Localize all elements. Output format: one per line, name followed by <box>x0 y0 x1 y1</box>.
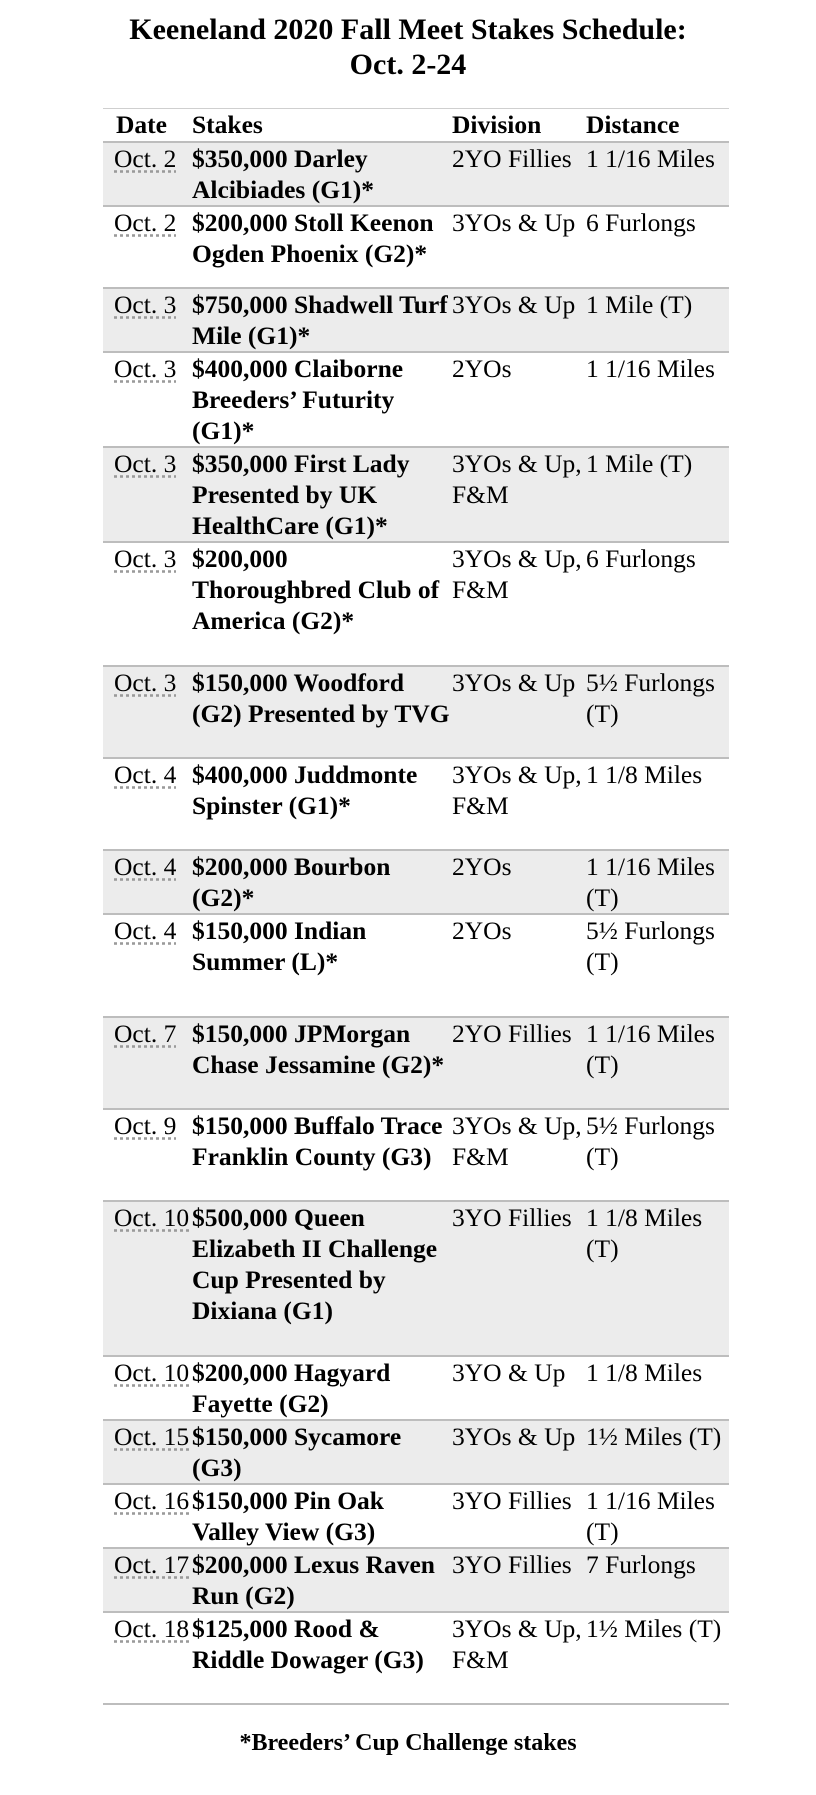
row-division: 3YO Fillies <box>452 1484 586 1548</box>
row-date: Oct. 10 <box>103 1201 192 1356</box>
row-distance: 1½ Miles (T) <box>586 1612 729 1704</box>
table-row <box>103 206 729 288</box>
row-date: Oct. 16 <box>103 1484 192 1548</box>
table-row <box>103 758 729 850</box>
row-division: 3YOs & Up <box>452 666 586 758</box>
row-distance: 7 Furlongs <box>586 1548 729 1612</box>
table-row <box>103 1017 729 1109</box>
row-distance: 1 1/16 Miles (T) <box>586 850 729 914</box>
row-stakes: $150,000 JPMorgan Chase Jessamine (G2)* <box>192 1017 452 1109</box>
row-date: Oct. 3 <box>103 447 192 542</box>
row-date: Oct. 4 <box>103 914 192 1017</box>
row-stakes: $200,000 Bourbon (G2)* <box>192 850 452 914</box>
table-row <box>103 1612 729 1704</box>
table-row <box>103 447 729 542</box>
row-distance: 1 1/8 Miles <box>586 758 729 850</box>
row-stakes: $150,000 Woodford (G2) Presented by TVG <box>192 666 452 758</box>
row-stakes: $400,000 Claiborne Breeders’ Futurity (G1)* <box>192 352 452 447</box>
row-division: 3YOs & Up, F&M <box>452 447 586 542</box>
title-line-1: Keeneland 2020 Fall Meet Stakes Schedule: <box>129 13 687 46</box>
table-row <box>103 914 729 1017</box>
row-division: 3YOs & Up <box>452 1420 586 1484</box>
row-date: Oct. 3 <box>103 288 192 352</box>
row-distance: 1 1/16 Miles (T) <box>586 1484 729 1548</box>
stakes-schedule-table <box>103 108 729 1705</box>
row-division: 2YOs <box>452 914 586 1017</box>
row-distance: 6 Furlongs <box>586 542 729 666</box>
row-date: Oct. 15 <box>103 1420 192 1484</box>
footnote: *Breeders’ Cup Challenge stakes <box>239 1730 577 1756</box>
table-row <box>103 850 729 914</box>
row-division: 3YOs & Up, F&M <box>452 1109 586 1201</box>
table-row <box>103 1356 729 1420</box>
row-division: 3YOs & Up <box>452 206 586 288</box>
row-stakes: $350,000 Darley Alcibiades (G1)* <box>192 142 452 206</box>
header-date: Date <box>103 109 192 143</box>
row-division: 2YOs <box>452 352 586 447</box>
row-date: Oct. 4 <box>103 850 192 914</box>
row-distance: 5½ Furlongs (T) <box>586 666 729 758</box>
row-division: 3YO & Up <box>452 1356 586 1420</box>
row-date: Oct. 7 <box>103 1017 192 1109</box>
row-distance: 1 Mile (T) <box>586 288 729 352</box>
row-date: Oct. 4 <box>103 758 192 850</box>
row-division: 3YOs & Up, F&M <box>452 1612 586 1704</box>
row-stakes: $200,000 Lexus Raven Run (G2) <box>192 1548 452 1612</box>
row-date: Oct. 3 <box>103 666 192 758</box>
title-line-2: Oct. 2-24 <box>349 48 467 81</box>
row-date: Oct. 9 <box>103 1109 192 1201</box>
row-distance: 1 1/16 Miles (T) <box>586 1017 729 1109</box>
row-stakes: $200,000 Hagyard Fayette (G2) <box>192 1356 452 1420</box>
row-stakes: $200,000 Stoll Keenon Ogden Phoenix (G2)* <box>192 206 452 288</box>
row-date: Oct. 3 <box>103 542 192 666</box>
row-date: Oct. 2 <box>103 206 192 288</box>
row-division: 3YO Fillies <box>452 1201 586 1356</box>
table-row <box>103 288 729 352</box>
row-stakes: $750,000 Shadwell Turf Mile (G1)* <box>192 288 452 352</box>
row-date: Oct. 3 <box>103 352 192 447</box>
row-division: 2YO Fillies <box>452 1017 586 1109</box>
row-division: 2YO Fillies <box>452 142 586 206</box>
row-date: Oct. 17 <box>103 1548 192 1612</box>
row-distance: 1½ Miles (T) <box>586 1420 729 1484</box>
row-division: 3YOs & Up <box>452 288 586 352</box>
row-date: Oct. 10 <box>103 1356 192 1420</box>
table-row <box>103 1484 729 1548</box>
table-row <box>103 1548 729 1612</box>
row-stakes: $150,000 Indian Summer (L)* <box>192 914 452 1017</box>
row-division: 3YOs & Up, F&M <box>452 758 586 850</box>
row-division: 3YO Fillies <box>452 1548 586 1612</box>
row-stakes: $350,000 First Lady Presented by UK HealthCare (G1)* <box>192 447 452 542</box>
row-stakes: $150,000 Sycamore (G3) <box>192 1420 452 1484</box>
table-row <box>103 352 729 447</box>
row-distance: 1 1/16 Miles <box>586 142 729 206</box>
header-stakes: Stakes <box>192 109 452 143</box>
table-row <box>103 1420 729 1484</box>
table-row <box>103 542 729 666</box>
row-distance: 1 Mile (T) <box>586 447 729 542</box>
row-stakes: $150,000 Buffalo Trace Franklin County (G3) <box>192 1109 452 1201</box>
row-stakes: $150,000 Pin Oak Valley View (G3) <box>192 1484 452 1548</box>
table-row <box>103 1201 729 1356</box>
page-title <box>0 12 816 82</box>
row-date: Oct. 18 <box>103 1612 192 1704</box>
row-division: 3YOs & Up, F&M <box>452 542 586 666</box>
table-row <box>103 1109 729 1201</box>
table-header-row <box>103 109 729 143</box>
table-row <box>103 142 729 206</box>
header-division: Division <box>452 109 586 143</box>
row-distance: 1 1/16 Miles <box>586 352 729 447</box>
row-stakes: $200,000 Thoroughbred Club of America (G2)* <box>192 542 452 666</box>
row-distance: 5½ Furlongs (T) <box>586 914 729 1017</box>
row-stakes: $400,000 Juddmonte Spinster (G1)* <box>192 758 452 850</box>
header-distance: Distance <box>586 109 729 143</box>
row-stakes: $500,000 Queen Elizabeth II Challenge Cup Presented by Dixiana (G1) <box>192 1201 452 1356</box>
row-distance: 1 1/8 Miles <box>586 1356 729 1420</box>
row-distance: 5½ Furlongs (T) <box>586 1109 729 1201</box>
row-date: Oct. 2 <box>103 142 192 206</box>
row-stakes: $125,000 Rood & Riddle Dowager (G3) <box>192 1612 452 1704</box>
row-distance: 1 1/8 Miles (T) <box>586 1201 729 1356</box>
table-row <box>103 666 729 758</box>
row-division: 2YOs <box>452 850 586 914</box>
row-distance: 6 Furlongs <box>586 206 729 288</box>
